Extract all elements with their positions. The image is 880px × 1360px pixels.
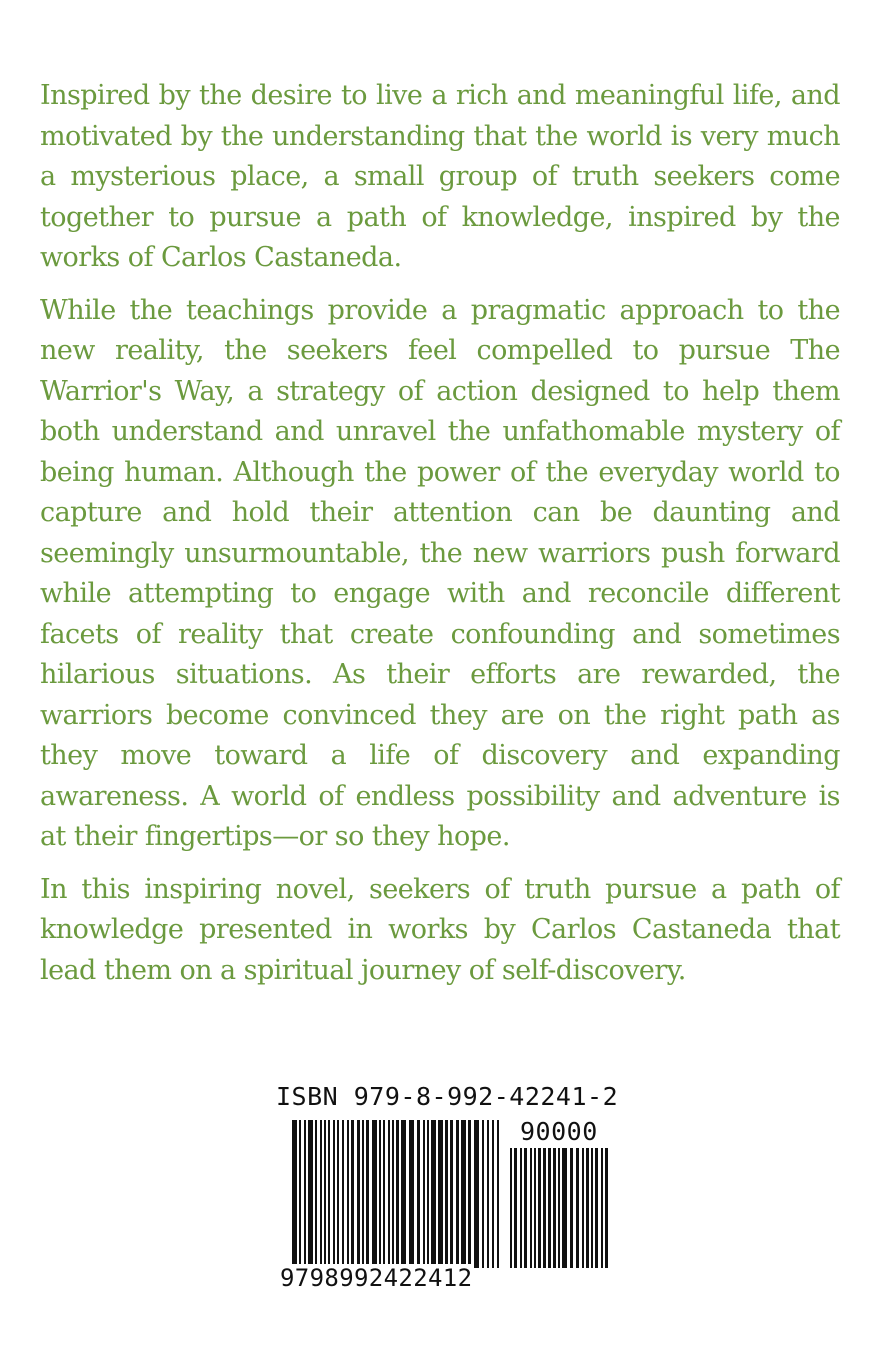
main-bars-bar [308, 1120, 313, 1268]
addon-bars-bar [576, 1148, 579, 1268]
main-bars-bar [357, 1120, 360, 1268]
isbn-barcode-block [274, 1080, 619, 1300]
main-bars-bar [351, 1120, 354, 1268]
main-bars-bar [320, 1120, 322, 1268]
addon-bars-bar [591, 1148, 593, 1268]
main-bars-bar [468, 1120, 471, 1268]
addon-bars-bar [530, 1148, 532, 1268]
addon-bars-bar [553, 1148, 556, 1268]
price-addon-code: 90000 [520, 1117, 598, 1146]
addon-bars-bar [524, 1148, 527, 1268]
main-bars-bar [461, 1120, 466, 1268]
addon-bars-bar [562, 1148, 567, 1268]
addon-bars-bar [543, 1148, 546, 1268]
blurb-paragraph-2: While the teachings provide a pragmatic approach to the new reality, the seekers feel compelled to pursue The Warrior's Way, a strategy of action designed to help them both understand and unravel the unfathomable mystery of being human. Although the power of the everyday world to capture and hold their attention can be daunting and seemingly unsurmountable, the new warriors push forward while attempting to engage with and reconcile different facets of reality that create confounding and sometimes hilarious situations. As their efforts are rewarded, the warriors become convinced they are on the right path as they move toward a life of discovery and expanding awareness. A world of endless possibility and adventure is at their fingertips—or so they hope. [40, 294, 840, 852]
addon-bars-bar [570, 1148, 573, 1268]
blurb-paragraph-1: Inspired by the desire to live a rich and meaningful life, and motivated by the understanding that the world is very much a mysterious place, a small group of truth seekers come together to pursue a path of knowledge, inspired by the works of Carlos Castaneda. [40, 80, 840, 273]
main-bars-bar [366, 1120, 369, 1268]
main-bars-bar [438, 1120, 443, 1268]
main-bars-bar [497, 1120, 499, 1268]
main-bars-bar [299, 1120, 301, 1268]
main-bars-bar [392, 1120, 394, 1268]
main-bars-bar [487, 1120, 489, 1268]
addon-bars-bar [520, 1148, 522, 1268]
main-bars-bar [292, 1120, 297, 1268]
main-bars-bar [324, 1120, 326, 1268]
addon-bars-bar [601, 1148, 603, 1268]
main-bars-bar [474, 1120, 479, 1268]
back-cover-blurb [40, 76, 840, 1003]
main-bars-bar [409, 1120, 414, 1268]
main-bars-bar [362, 1120, 364, 1268]
main-bars-bar [445, 1120, 448, 1268]
ean13-barcode-bars [292, 1120, 502, 1268]
main-bars-bar [337, 1120, 339, 1268]
addon-barcode-bars [510, 1148, 610, 1268]
addon-bars-bar [558, 1148, 560, 1268]
main-bars-bar [304, 1120, 306, 1268]
main-bars-bar [372, 1120, 377, 1268]
addon-bars-bar [586, 1148, 589, 1268]
main-bars-bar [456, 1120, 459, 1268]
isbn-label: ISBN 979-8-992-42241-2 [276, 1082, 619, 1111]
addon-bars-bar [510, 1148, 512, 1268]
addon-bars-bar [595, 1148, 598, 1268]
main-bars-bar [347, 1120, 349, 1268]
main-bars-bar [417, 1120, 420, 1268]
main-bars-bar [492, 1120, 494, 1268]
addon-bars-bar [548, 1148, 551, 1268]
addon-bars-bar [605, 1148, 608, 1268]
main-bars-bar [333, 1120, 335, 1268]
main-bars-bar [383, 1120, 385, 1268]
addon-bars-bar [514, 1148, 517, 1268]
addon-bars-bar [534, 1148, 536, 1268]
main-bars-bar [482, 1120, 484, 1268]
main-bars-bar [401, 1120, 406, 1268]
addon-bars-bar [538, 1148, 541, 1268]
barcode-digits: 9798992422412 [280, 1264, 473, 1292]
addon-bars-bar [582, 1148, 584, 1268]
main-bars-bar [396, 1120, 399, 1268]
main-bars-bar [342, 1120, 344, 1268]
main-bars-bar [379, 1120, 381, 1268]
main-bars-bar [315, 1120, 317, 1268]
main-bars-bar [423, 1120, 425, 1268]
blurb-paragraph-3: In this inspiring novel, seekers of truth pursue a path of knowledge presented in works by Carlos Castaneda that lead them on a spiritual journey of self-discovery. [40, 873, 840, 986]
main-bars-bar [450, 1120, 453, 1268]
main-bars-bar [328, 1120, 330, 1268]
main-bars-bar [388, 1120, 390, 1268]
main-bars-bar [431, 1120, 436, 1268]
main-bars-bar [427, 1120, 429, 1268]
